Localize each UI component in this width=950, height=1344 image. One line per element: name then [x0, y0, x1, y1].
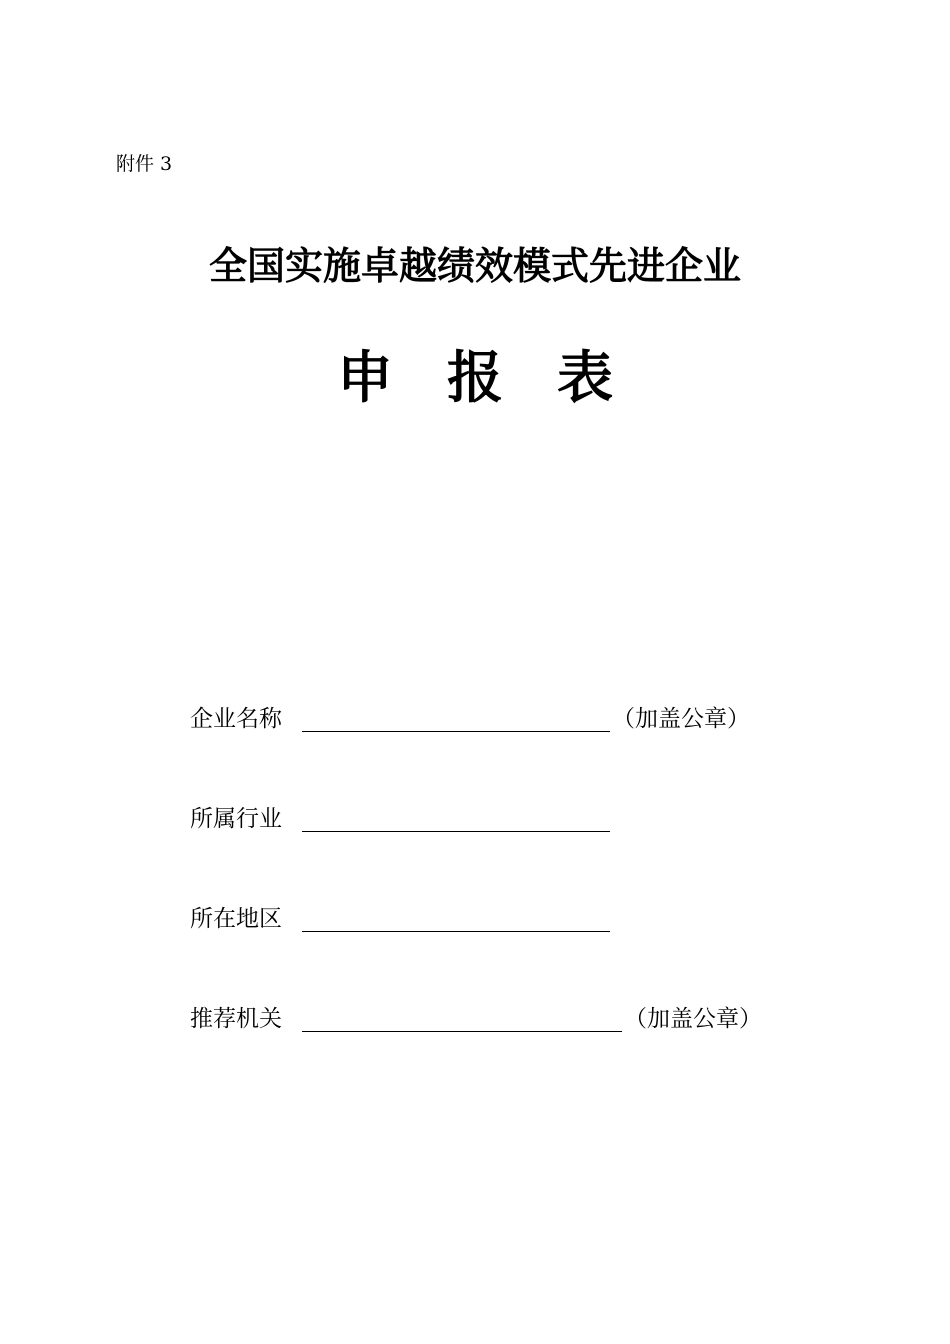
company-name-seal-note: （加盖公章） [612, 706, 750, 732]
region-label: 所在地区 [190, 906, 282, 932]
industry-label: 所属行业 [190, 806, 282, 832]
form-heading [0, 344, 950, 414]
recommending-authority-field [190, 1002, 762, 1034]
attachment-label: 附件 3 [116, 153, 173, 175]
company-name-field [190, 702, 750, 734]
document-title: 全国实施卓越绩效模式先进企业 [208, 244, 741, 288]
industry-field [190, 802, 610, 834]
form-heading-char: 表 [557, 346, 613, 411]
industry-blank[interactable] [302, 803, 610, 832]
recommending-authority-seal-note: （加盖公章） [624, 1006, 762, 1032]
form-heading-char: 申 [337, 346, 393, 411]
recommending-authority-blank[interactable] [302, 1003, 622, 1032]
recommending-authority-label: 推荐机关 [190, 1006, 282, 1032]
company-name-label: 企业名称 [190, 706, 282, 732]
region-field [190, 902, 610, 934]
region-blank[interactable] [302, 903, 610, 932]
form-heading-char: 报 [447, 346, 503, 411]
company-name-blank[interactable] [302, 703, 610, 732]
